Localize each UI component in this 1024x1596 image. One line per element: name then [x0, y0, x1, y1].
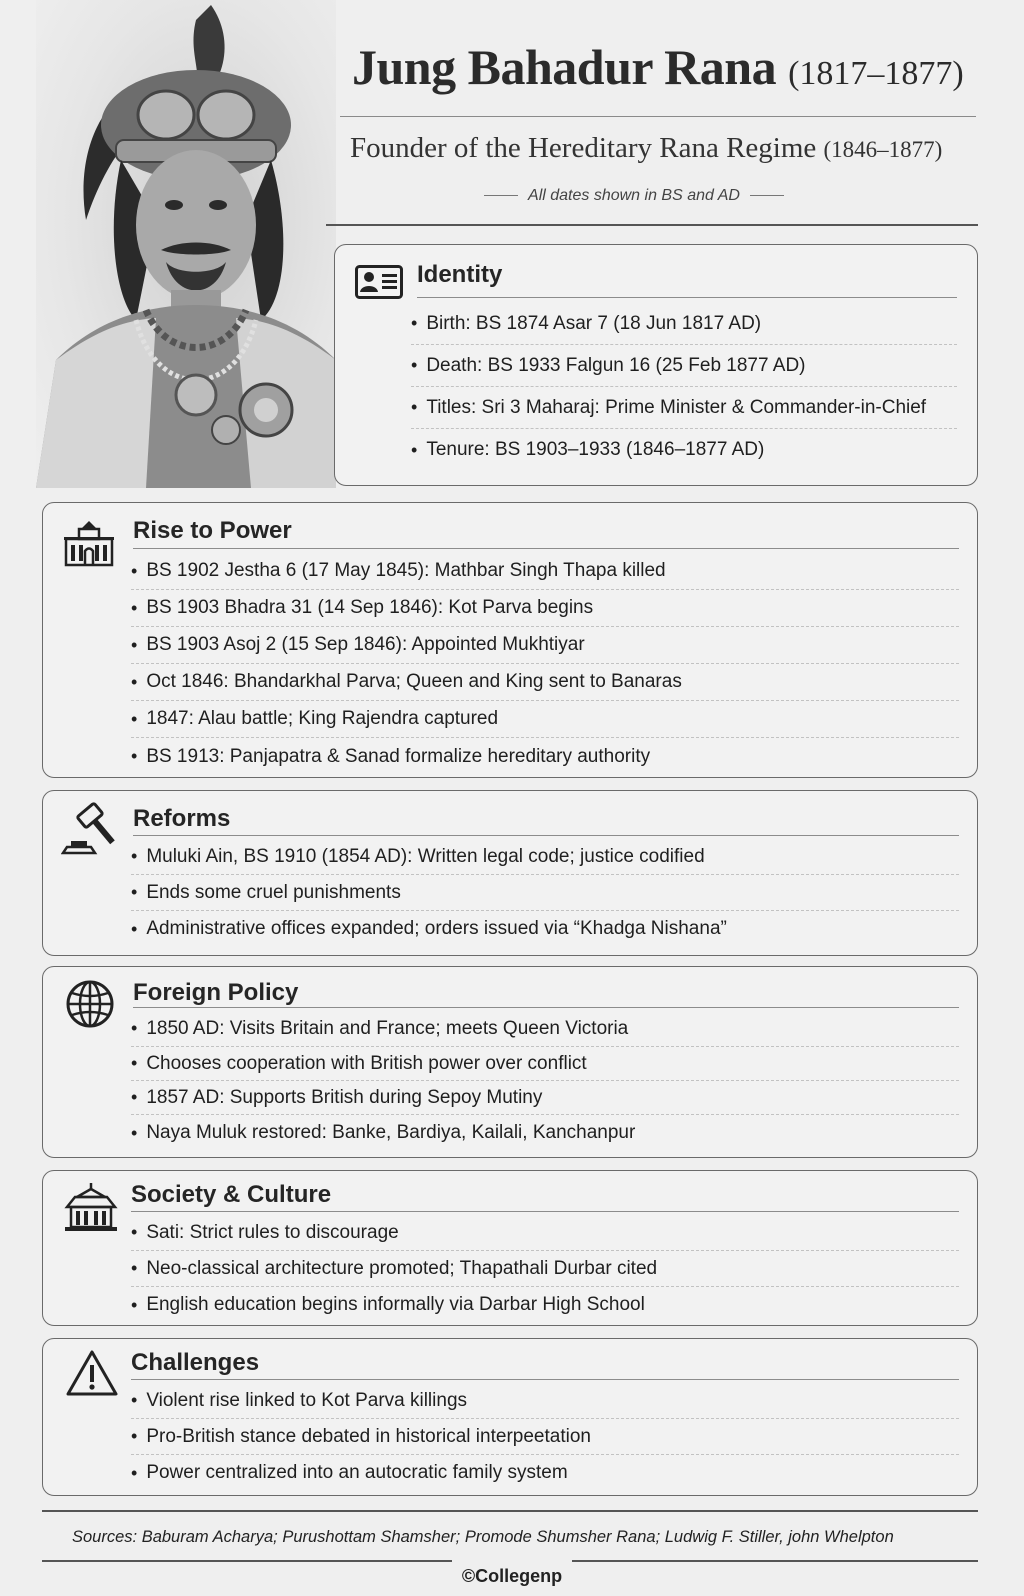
id-card-icon — [355, 265, 403, 299]
challenges-list — [131, 1383, 959, 1491]
rise-heading: Rise to Power — [133, 517, 292, 544]
list-item: • 1847: Alau battle; King Rajendra captured — [131, 701, 959, 738]
list-item: • Chooses cooperation with British power over conflict — [131, 1047, 959, 1081]
globe-icon — [65, 979, 115, 1029]
title-divider — [340, 116, 976, 117]
list-item: • Ends some cruel punishments — [131, 875, 959, 911]
society-list — [131, 1215, 959, 1323]
foreign-list — [131, 1011, 959, 1151]
temple-icon — [61, 1181, 121, 1233]
society-heading-rule — [131, 1211, 959, 1212]
society-card — [42, 1170, 978, 1326]
subtitle-years: (1846–1877) — [823, 137, 943, 162]
list-item: • Sati: Strict rules to discourage — [131, 1215, 959, 1251]
identity-heading: Identity — [417, 261, 503, 288]
challenges-heading-rule — [131, 1379, 959, 1380]
challenges-card — [42, 1338, 978, 1496]
list-item: • Neo-classical architecture promoted; Thapathali Durbar cited — [131, 1251, 959, 1287]
page-title — [352, 38, 992, 96]
footer-bottom-rule-right — [572, 1560, 978, 1562]
reforms-list — [131, 839, 959, 947]
title-name: Jung Bahadur Rana — [352, 39, 777, 95]
reforms-heading: Reforms — [133, 805, 231, 832]
list-item: • 1850 AD: Visits Britain and France; meets Queen Victoria — [131, 1011, 959, 1047]
list-item: • Tenure: BS 1903–1933 (1846–1877 AD) — [411, 429, 957, 471]
header-divider — [326, 224, 978, 226]
list-item: • Violent rise linked to Kot Parva killings — [131, 1383, 959, 1419]
list-item: • Naya Muluk restored: Banke, Bardiya, Kailali, Kanchanpur — [131, 1115, 959, 1151]
footer-bottom-rule-left — [42, 1560, 452, 1562]
challenges-heading: Challenges — [131, 1349, 260, 1376]
list-item: • English education begins informally via Darbar High School — [131, 1287, 959, 1323]
identity-list — [411, 303, 957, 471]
footer-top-rule — [42, 1510, 978, 1512]
rise-list — [131, 553, 959, 775]
dates-note: All dates shown in BS and AD — [474, 187, 794, 205]
foreign-card — [42, 966, 978, 1158]
title-years: (1817–1877) — [788, 55, 964, 92]
list-item: • BS 1903 Bhadra 31 (14 Sep 1846): Kot Parva begins — [131, 590, 959, 627]
foreign-heading: Foreign Policy — [133, 979, 299, 1006]
reforms-heading-rule — [133, 835, 959, 836]
sources-text: Sources: Baburam Acharya; Purushottam Shamsher; Promode Shumsher Rana; Ludwig F. Stiller, john Whelpton — [72, 1528, 894, 1546]
subtitle-text: Founder of the Hereditary Rana Regime — [350, 132, 817, 164]
gavel-icon — [61, 801, 123, 857]
list-item: • Muluki Ain, BS 1910 (1854 AD): Written legal code; justice codified — [131, 839, 959, 875]
list-item: • Death: BS 1933 Falgun 16 (25 Feb 1877 AD) — [411, 345, 957, 387]
list-item: • Oct 1846: Bhandarkhal Parva; Queen and King sent to Banaras — [131, 664, 959, 701]
reforms-card — [42, 790, 978, 956]
palace-icon — [63, 519, 115, 567]
identity-heading-rule — [417, 297, 957, 298]
identity-card — [334, 244, 978, 486]
list-item: • 1857 AD: Supports British during Sepoy Mutiny — [131, 1081, 959, 1115]
portrait-image — [36, 0, 336, 488]
rise-heading-rule — [133, 548, 959, 549]
list-item: • BS 1902 Jestha 6 (17 May 1845): Mathbar Singh Thapa killed — [131, 553, 959, 590]
list-item: • Titles: Sri 3 Maharaj: Prime Minister & Commander-in-Chief — [411, 387, 957, 429]
page-subtitle — [350, 132, 990, 165]
warning-icon — [65, 1349, 119, 1397]
society-heading: Society & Culture — [131, 1181, 332, 1208]
list-item: • Pro-British stance debated in historical interpeetation — [131, 1419, 959, 1455]
list-item: • BS 1903 Asoj 2 (15 Sep 1846): Appointed Mukhtiyar — [131, 627, 959, 664]
copyright-text: ©Collegenp — [461, 1566, 563, 1586]
list-item: • BS 1913: Panjapatra & Sanad formalize hereditary authority — [131, 738, 959, 775]
list-item: • Administrative offices expanded; orders issued via “Khadga Nishana” — [131, 911, 959, 947]
rise-card — [42, 502, 978, 778]
list-item: • Power centralized into an autocratic family system — [131, 1455, 959, 1491]
foreign-heading-rule — [133, 1007, 959, 1008]
list-item: • Birth: BS 1874 Asar 7 (18 Jun 1817 AD) — [411, 303, 957, 345]
